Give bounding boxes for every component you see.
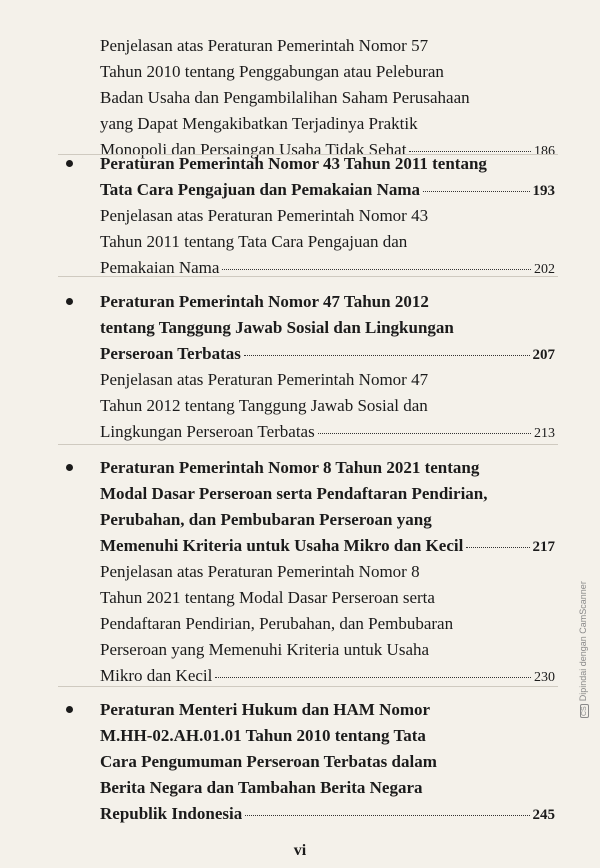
explanation-line: Penjelasan atas Peraturan Pemerintah Nomor 57: [100, 36, 429, 55]
page-number: 213: [534, 426, 555, 441]
explanation-line: Penjelasan atas Peraturan Pemerintah Nomor 8: [100, 562, 420, 581]
explanation-line: Tahun 2021 tentang Modal Dasar Perseroan serta: [100, 588, 435, 607]
scanner-watermark: CSDipindai dengan CamScanner: [578, 581, 588, 716]
dot-leader: [222, 269, 531, 270]
explanation-line: Pemakaian Nama 202: [100, 256, 555, 282]
explanation-line: Lingkungan Perseroan Terbatas 213: [100, 420, 555, 446]
explanation-line: Tahun 2012 tentang Tanggung Jawab Sosial dan: [100, 396, 428, 415]
dot-leader: [466, 547, 529, 548]
divider: [58, 686, 558, 687]
regulation-title-line: Perubahan, dan Pembubaran Perseroan yang: [100, 510, 432, 529]
regulation-title-line: Modal Dasar Perseroan serta Pendaftaran Pendirian,: [100, 484, 488, 503]
divider: [58, 444, 558, 445]
page-number: 245: [532, 807, 555, 823]
regulation-title-line: Peraturan Pemerintah Nomor 8 Tahun 2021 tentang: [100, 458, 480, 477]
regulation-title-line: M.HH-02.AH.01.01 Tahun 2010 tentang Tata: [100, 726, 426, 745]
dot-leader: [244, 355, 530, 356]
dot-leader: [423, 191, 529, 192]
dot-leader: [215, 677, 531, 678]
bullet-icon: [66, 706, 73, 713]
explanation-line: yang Dapat Mengakibatkan Terjadinya Praktik: [100, 114, 418, 133]
page-number: 193: [532, 183, 555, 199]
regulation-title-line: Peraturan Pemerintah Nomor 47 Tahun 2012: [100, 292, 429, 311]
explanation-line: Monopoli dan Persaingan Usaha Tidak Sehat 186: [100, 138, 555, 164]
page-number: 202: [534, 262, 555, 277]
regulation-title-line: Peraturan Pemerintah Nomor 43 Tahun 2011 tentang: [100, 154, 487, 173]
regulation-title-line: Republik Indonesia 245: [100, 802, 555, 827]
dot-leader: [245, 815, 529, 816]
regulation-title-line: Cara Pengumuman Perseroan Terbatas dalam: [100, 752, 437, 771]
explanation-line: Pendaftaran Pendirian, Perubahan, dan Pembubaran: [100, 614, 454, 633]
explanation-line: Perseroan yang Memenuhi Kriteria untuk Usaha: [100, 640, 430, 659]
explanation-line: Tahun 2011 tentang Tata Cara Pengajuan dan: [100, 232, 408, 251]
explanation-line: Tahun 2010 tentang Penggabungan atau Peleburan: [100, 62, 444, 81]
regulation-title-line: Tata Cara Pengajuan dan Pemakaian Nama 193: [100, 178, 555, 203]
regulation-title-line: tentang Tanggung Jawab Sosial dan Lingkungan: [100, 318, 454, 337]
regulation-title-line: Memenuhi Kriteria untuk Usaha Mikro dan Kecil 217: [100, 534, 555, 559]
bullet-icon: [66, 464, 73, 471]
page-number: 186: [534, 144, 555, 159]
page-number: 217: [532, 539, 555, 555]
page-number: 207: [532, 347, 555, 363]
explanation-line: Penjelasan atas Peraturan Pemerintah Nomor 47: [100, 370, 429, 389]
page-footer-number: vi: [293, 842, 307, 859]
dot-leader: [318, 433, 531, 434]
bullet-icon: [66, 298, 73, 305]
regulation-title-line: Berita Negara dan Tambahan Berita Negara: [100, 778, 423, 797]
explanation-line: Mikro dan Kecil 230: [100, 664, 555, 690]
explanation-line: Penjelasan atas Peraturan Pemerintah Nomor 43: [100, 206, 429, 225]
explanation-line: Badan Usaha dan Pengambilalihan Saham Perusahaan: [100, 88, 470, 107]
regulation-title-line: Peraturan Menteri Hukum dan HAM Nomor: [100, 700, 431, 719]
camscanner-icon: CS: [581, 706, 588, 716]
regulation-title-line: Perseroan Terbatas 207: [100, 342, 555, 367]
divider: [58, 276, 558, 277]
page-number: 230: [534, 670, 555, 685]
bullet-icon: [66, 160, 73, 167]
